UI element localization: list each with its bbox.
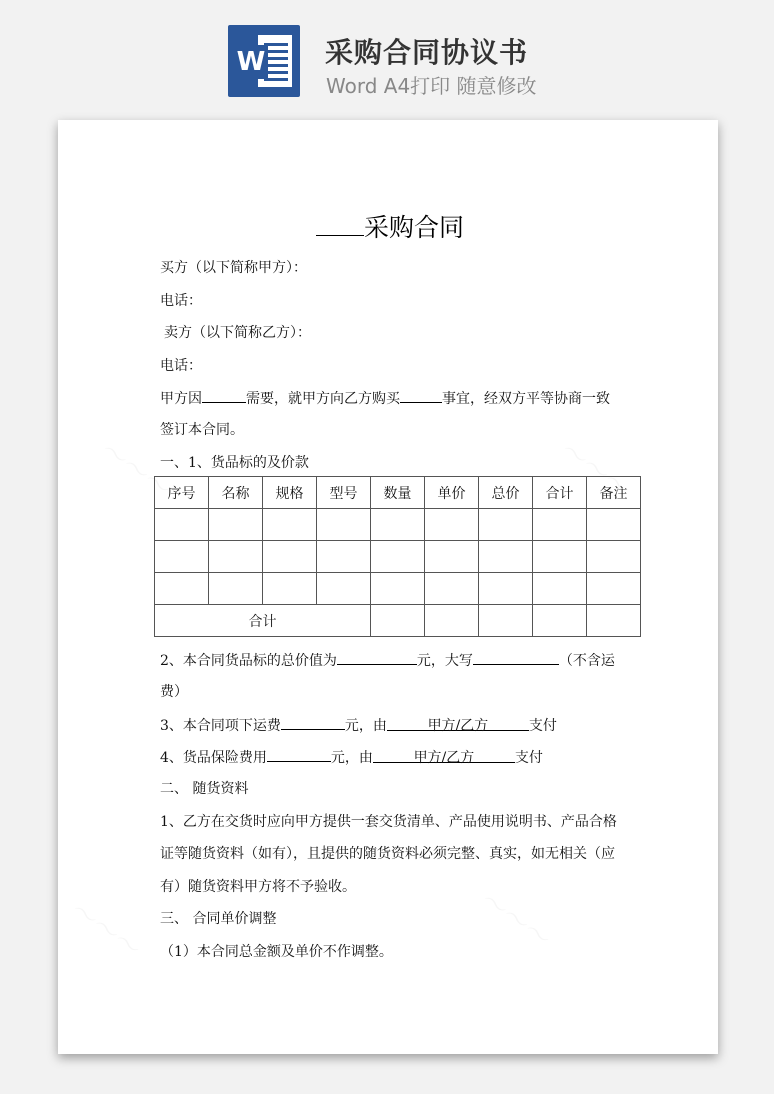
section-1-heading: 一、1、货品标的及价款 xyxy=(160,455,309,471)
table-header-cell: 总价 xyxy=(479,477,533,509)
title-blank[interactable] xyxy=(316,211,364,236)
table-header-cell: 型号 xyxy=(317,477,371,509)
section-2-line-3: 有）随货资料甲方将不予验收。 xyxy=(160,879,356,895)
table-cell[interactable] xyxy=(209,509,263,541)
word-icon xyxy=(228,25,300,97)
section-3-line-1: （1）本合同总金额及单价不作调整。 xyxy=(160,944,393,960)
table-header-cell: 单价 xyxy=(425,477,479,509)
watermark xyxy=(64,891,149,966)
total-capital-blank[interactable] xyxy=(473,649,559,665)
table-cell[interactable] xyxy=(155,541,209,573)
table-cell[interactable] xyxy=(587,541,641,573)
table-cell[interactable] xyxy=(587,573,641,605)
table-cell[interactable] xyxy=(587,605,641,637)
section-3-heading: 三、 合同单价调整 xyxy=(160,911,277,927)
table-cell[interactable] xyxy=(533,573,587,605)
table-header-row xyxy=(155,477,641,509)
buyer-phone-line: 电话： xyxy=(160,293,202,309)
table-row xyxy=(155,541,641,573)
item-4-line: 4、货品保险费用 元，由 甲方/乙方 支付 xyxy=(160,746,543,767)
table-cell[interactable] xyxy=(425,509,479,541)
banner-title: 采购合同协议书 xyxy=(325,36,529,69)
table-cell[interactable] xyxy=(371,509,425,541)
table-cell[interactable] xyxy=(317,541,371,573)
section-2-heading: 二、 随货资料 xyxy=(160,781,249,797)
seller-phone-line: 电话： xyxy=(160,358,202,374)
table-row xyxy=(155,509,641,541)
document-title: 采购合同 xyxy=(316,208,464,244)
table-cell[interactable] xyxy=(479,509,533,541)
header-banner xyxy=(0,0,774,110)
table-cell[interactable] xyxy=(263,573,317,605)
section-2-line-1: 1、乙方在交货时应向甲方提供一套交货清单、产品使用说明书、产品合格 xyxy=(160,814,617,830)
table-cell[interactable] xyxy=(155,573,209,605)
table-cell[interactable] xyxy=(533,605,587,637)
intro-line: 甲方因 需要，就甲方向乙方购买 事宜，经双方平等协商一致 xyxy=(160,387,610,408)
table-cell[interactable] xyxy=(209,573,263,605)
goods-table xyxy=(154,476,641,637)
section-2-line-2: 证等随货资料（如有），且提供的随货资料必须完整、真实，如无相关（应 xyxy=(160,846,615,862)
item-2-line: 2、本合同货品标的总价值为 元，大写 （不含运 xyxy=(160,649,615,670)
seller-line: 卖方（以下简称乙方）： xyxy=(164,325,311,341)
intro-line-2: 签订本合同。 xyxy=(160,422,244,438)
table-cell[interactable] xyxy=(317,573,371,605)
table-cell[interactable] xyxy=(263,541,317,573)
item-3-line: 3、本合同项下运费 元，由 甲方/乙方 支付 xyxy=(160,714,557,735)
freight-blank[interactable] xyxy=(281,714,345,730)
table-header-cell: 规格 xyxy=(263,477,317,509)
total-value-blank[interactable] xyxy=(337,649,417,665)
table-cell[interactable] xyxy=(587,509,641,541)
table-cell[interactable] xyxy=(479,605,533,637)
buyer-line: 买方（以下简称甲方）： xyxy=(160,260,307,276)
item-2-line-2: 费） xyxy=(160,684,188,700)
insurance-blank[interactable] xyxy=(267,746,331,762)
table-cell[interactable] xyxy=(533,541,587,573)
table-total-row xyxy=(155,605,641,637)
document-page xyxy=(58,120,718,1054)
watermark xyxy=(474,881,559,956)
goods-blank[interactable] xyxy=(400,387,442,403)
banner-subtitle: Word A4打印 随意修改 xyxy=(326,74,537,98)
table-cell[interactable] xyxy=(209,541,263,573)
table-cell[interactable] xyxy=(371,573,425,605)
table-header-cell: 序号 xyxy=(155,477,209,509)
freight-payer-field[interactable]: 甲方/乙方 xyxy=(387,715,529,731)
table-cell[interactable] xyxy=(533,509,587,541)
table-header-cell: 合计 xyxy=(533,477,587,509)
word-letter: W xyxy=(234,45,268,79)
table-header-cell: 备注 xyxy=(587,477,641,509)
table-header-cell: 数量 xyxy=(371,477,425,509)
table-header-cell: 名称 xyxy=(209,477,263,509)
table-cell[interactable] xyxy=(425,605,479,637)
table-cell[interactable] xyxy=(371,605,425,637)
table-cell[interactable] xyxy=(155,509,209,541)
table-cell[interactable] xyxy=(479,573,533,605)
table-cell[interactable] xyxy=(371,541,425,573)
insurance-payer-field[interactable]: 甲方/乙方 xyxy=(373,747,515,763)
reason-blank[interactable] xyxy=(202,387,246,403)
table-cell[interactable] xyxy=(317,509,371,541)
table-cell[interactable] xyxy=(425,541,479,573)
table-cell[interactable] xyxy=(425,573,479,605)
table-row xyxy=(155,573,641,605)
table-total-label: 合计 xyxy=(155,605,371,637)
table-cell[interactable] xyxy=(263,509,317,541)
table-cell[interactable] xyxy=(479,541,533,573)
